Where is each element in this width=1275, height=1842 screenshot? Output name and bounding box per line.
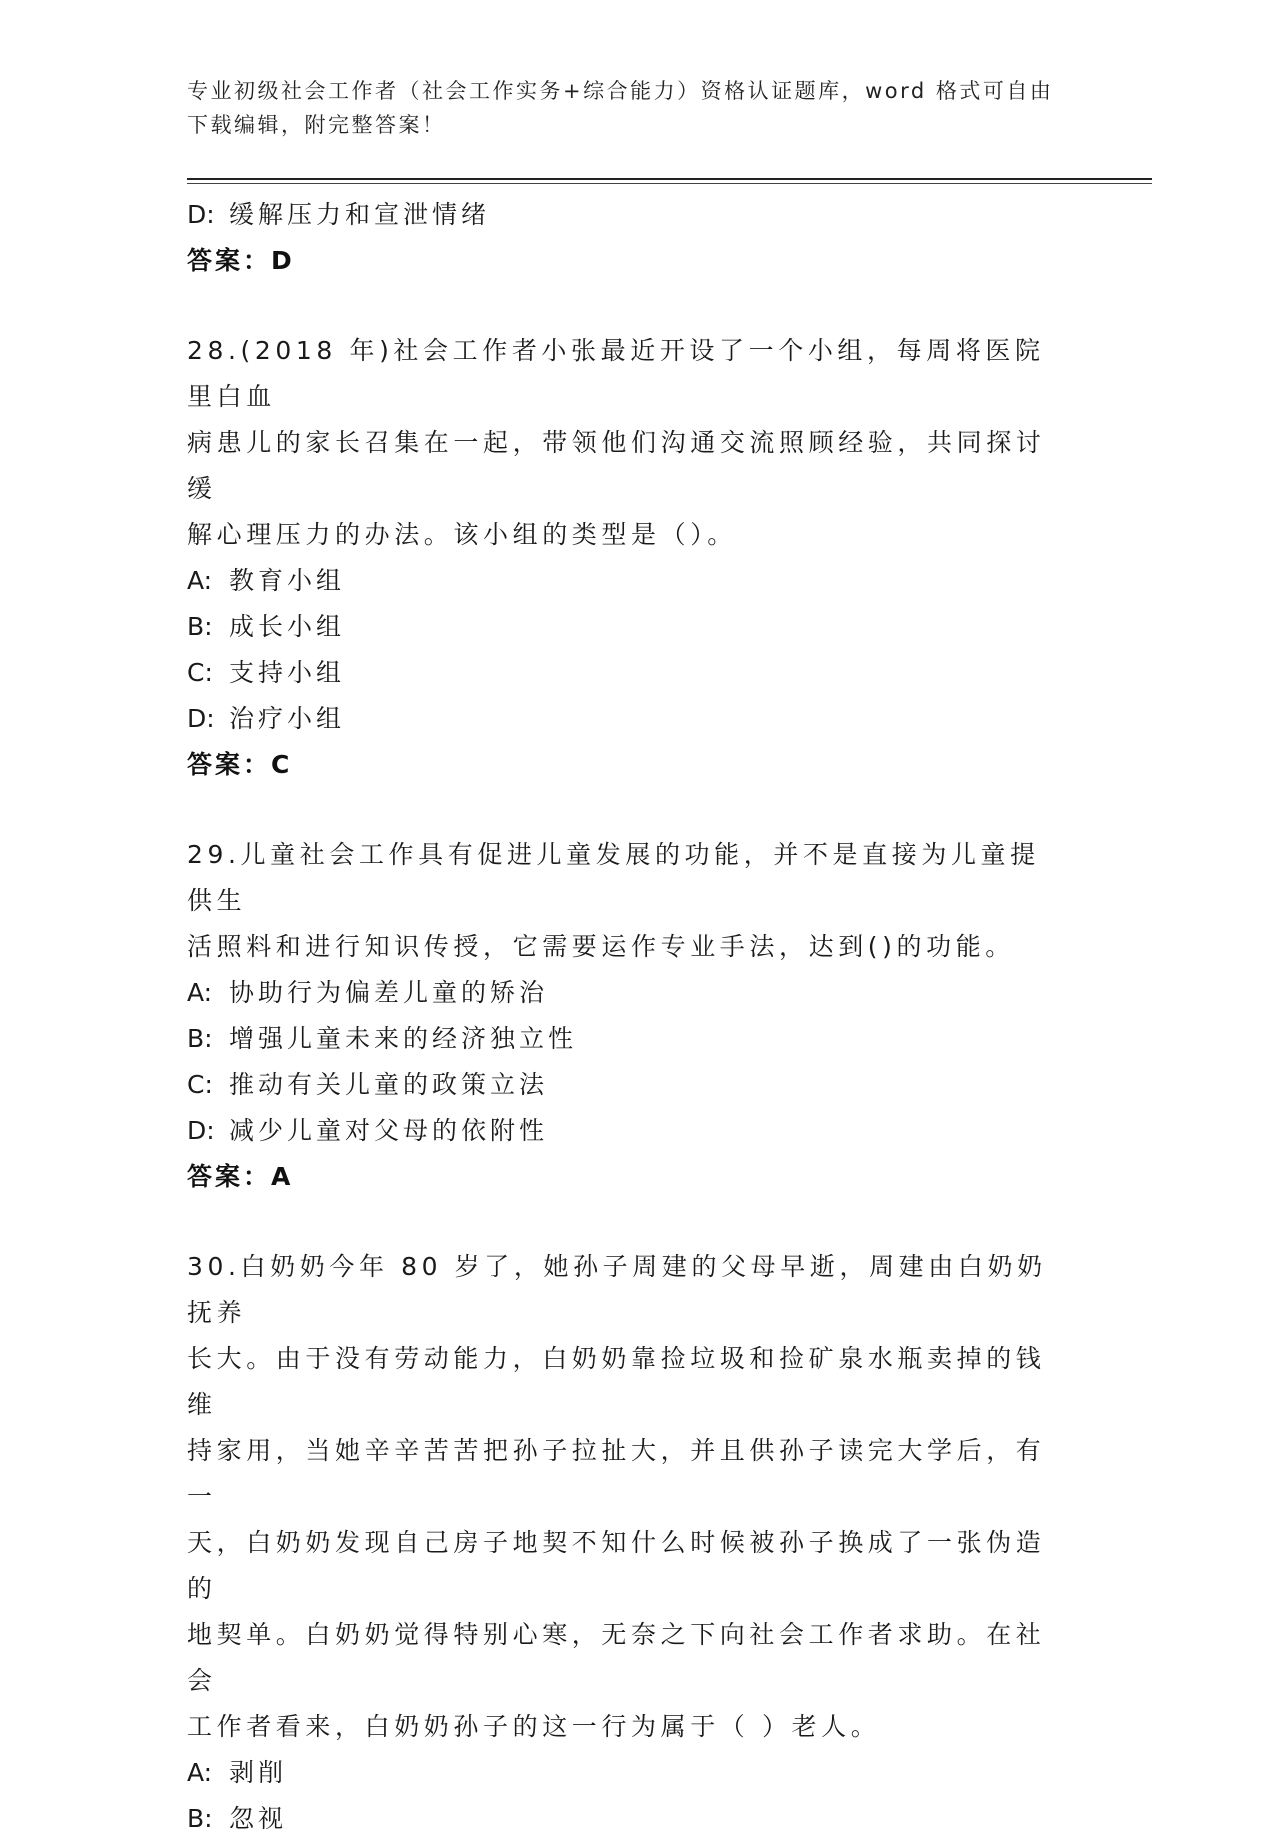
option-b: [187, 1796, 1087, 1842]
question-28: [187, 328, 1087, 788]
option-text: 缓解压力和宣泄情绪: [229, 200, 491, 229]
option-letter: D:: [187, 200, 215, 229]
option-letter: D:: [187, 704, 215, 733]
option-c: [187, 650, 1087, 696]
option-text: 成长小组: [229, 612, 346, 641]
stem-line: 解心理压力的办法。该小组的类型是（）。: [187, 520, 737, 549]
option-b: [187, 1016, 1087, 1062]
question-answer: 答案：A: [187, 1162, 294, 1191]
question-29: [187, 832, 1087, 1200]
option-letter: C:: [187, 1070, 213, 1099]
option-a: [187, 1750, 1087, 1796]
option-d: [187, 1108, 1087, 1154]
stem-line: 30.白奶奶今年 80 岁了，她孙子周建的父母早逝，周建由白奶奶抚养: [187, 1252, 1047, 1327]
question-30: [187, 1244, 1087, 1842]
spacer: [187, 284, 1087, 328]
stem-line: 工作者看来，白奶奶孙子的这一行为属于（ ）老人。: [187, 1712, 881, 1741]
stem-line: 长大。由于没有劳动能力，白奶奶靠捡垃圾和捡矿泉水瓶卖掉的钱维: [187, 1344, 1046, 1419]
option-text: 增强儿童未来的经济独立性: [229, 1024, 578, 1053]
option-text: 剥削: [229, 1758, 288, 1787]
option-text: 教育小组: [229, 566, 346, 595]
option-letter: A:: [187, 978, 213, 1007]
option-d: [187, 696, 1087, 742]
header-line-2: 下载编辑，附完整答案！: [187, 113, 446, 137]
option-text: 推动有关儿童的政策立法: [229, 1070, 549, 1099]
stem-line: 29.儿童社会工作具有促进儿童发展的功能，并不是直接为儿童提供生: [187, 840, 1040, 915]
question-stem: [187, 1244, 1067, 1750]
option-a: [187, 558, 1087, 604]
option-a: [187, 970, 1087, 1016]
option-letter: C:: [187, 658, 213, 687]
stem-line: 天，白奶奶发现自己房子地契不知什么时候被孙子换成了一张伪造的: [187, 1528, 1046, 1603]
option-text: 支持小组: [229, 658, 346, 687]
header-rule-thick: [187, 178, 1152, 180]
option-text: 减少儿童对父母的依附性: [229, 1116, 549, 1145]
option-text: 协助行为偏差儿童的矫治: [229, 978, 549, 1007]
prev-question-answer: 答案：D: [187, 246, 295, 275]
question-answer: 答案：C: [187, 750, 293, 779]
option-c: [187, 1062, 1087, 1108]
option-letter: A:: [187, 566, 213, 595]
option-letter: A:: [187, 1758, 213, 1787]
header-line-1: 专业初级社会工作者（社会工作实务+综合能力）资格认证题库，word 格式可自由: [187, 79, 1054, 103]
prev-question-option-d: [187, 192, 1087, 238]
header-rule-thin: [187, 183, 1152, 184]
spacer: [187, 1200, 1087, 1244]
option-letter: D:: [187, 1116, 215, 1145]
option-b: [187, 604, 1087, 650]
stem-line: 活照料和进行知识传授，它需要运作专业手法，达到()的功能。: [187, 932, 1015, 961]
question-stem: [187, 328, 1067, 558]
question-stem: [187, 832, 1067, 970]
stem-line: 病患儿的家长召集在一起，带领他们沟通交流照顾经验，共同探讨缓: [187, 428, 1046, 503]
option-text: 忽视: [229, 1804, 288, 1833]
option-letter: B:: [187, 1024, 213, 1053]
spacer: [187, 788, 1087, 832]
option-letter: B:: [187, 612, 213, 641]
stem-line: 持家用，当她辛辛苦苦把孙子拉扯大，并且供孙子读完大学后，有一: [187, 1436, 1046, 1511]
option-text: 治疗小组: [229, 704, 346, 733]
option-letter: B:: [187, 1804, 213, 1833]
document-body: [187, 192, 1087, 1842]
stem-line: 28.(2018 年)社会工作者小张最近开设了一个小组，每周将医院里白血: [187, 336, 1045, 411]
document-header: [187, 74, 1087, 142]
stem-line: 地契单。白奶奶觉得特别心寒，无奈之下向社会工作者求助。在社会: [187, 1620, 1046, 1695]
